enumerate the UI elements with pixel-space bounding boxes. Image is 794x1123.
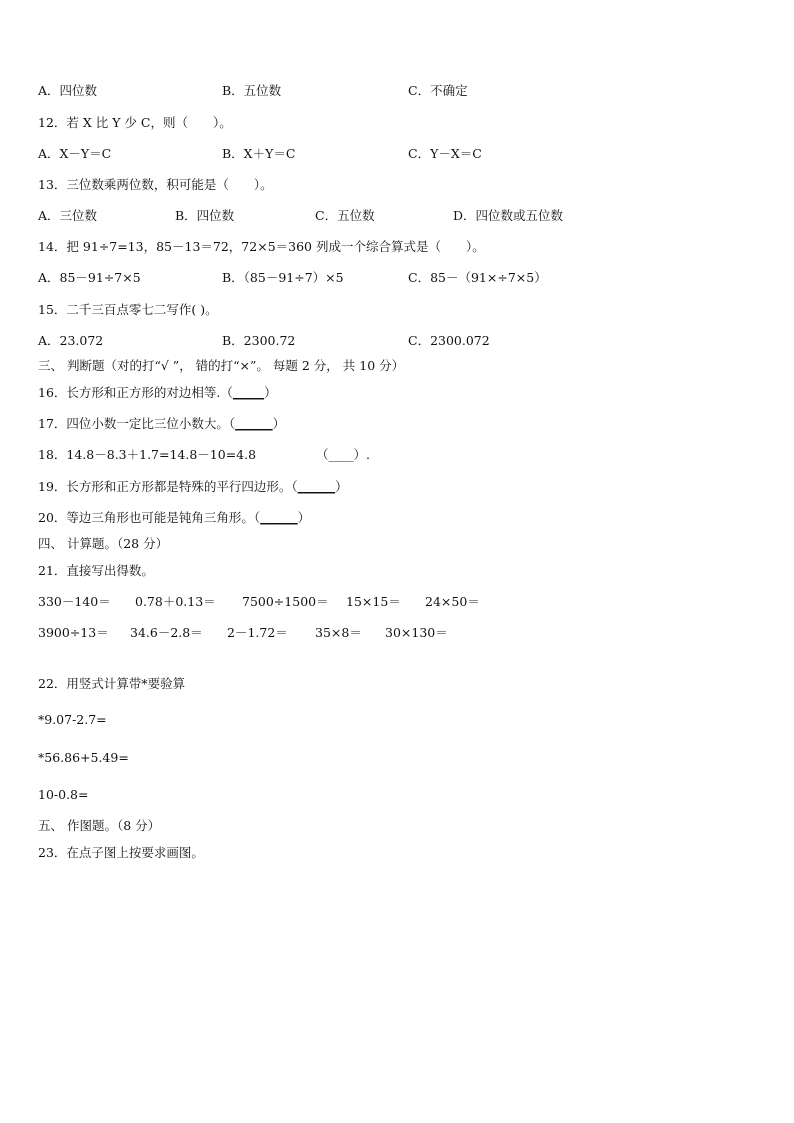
- q13-option-d[interactable]: D．四位数或五位数: [453, 208, 564, 223]
- q15-option-a[interactable]: A．23.072: [38, 333, 104, 348]
- q15-option-c[interactable]: C．2300.072: [408, 333, 490, 348]
- q21-item: 24×50＝: [425, 594, 480, 609]
- q13-option-b[interactable]: B．四位数: [175, 208, 235, 223]
- q19-end: ）: [335, 479, 348, 494]
- q20: [38, 510, 310, 526]
- q14-stem: 14．把 91÷7=13，85－13＝72，72×5＝360 列成一个综合算式是（ ）。: [38, 239, 485, 254]
- q18-stem: 18．14.8－8.3＋1.7=14.8－10=4.8: [38, 447, 257, 462]
- q13-option-c[interactable]: C．五位数: [315, 208, 375, 223]
- section-4-title: 四、 计算题。（28 分）: [38, 536, 169, 551]
- q18-answer-blank[interactable]: （____）.: [316, 447, 370, 462]
- q21-item: 15×15＝: [346, 594, 401, 609]
- section-3-title: 三、 判断题（对的打“√ ”， 错的打“×”。 每题 2 分， 共 10 分）: [38, 358, 405, 373]
- q17-answer-blank[interactable]: ______: [235, 416, 273, 431]
- q17: [38, 416, 285, 432]
- q21-item: 7500÷1500＝: [242, 594, 329, 609]
- q14-option-b[interactable]: B．（85－91÷7）×5: [222, 270, 344, 285]
- q21-stem: 21．直接写出得数。: [38, 563, 154, 578]
- q17-end: ）: [272, 416, 286, 431]
- q16-stem: 16．长方形和正方形的对边相等.（: [38, 385, 233, 400]
- q21-item: 0.78＋0.13＝: [135, 594, 216, 609]
- q22-item-1: *9.07-2.7=: [38, 712, 107, 727]
- q15-option-b[interactable]: B．2300.72: [222, 333, 296, 348]
- q14-option-a[interactable]: A．85－91÷7×5: [38, 270, 141, 285]
- q20-stem: 20．等边三角形也可能是钝角三角形。（: [38, 510, 261, 525]
- q11-option-a[interactable]: A．四位数: [38, 83, 98, 98]
- q16-answer-blank[interactable]: _____: [232, 385, 265, 400]
- q21-item: 34.6－2.8＝: [130, 625, 203, 640]
- q21-item: 3900÷13＝: [38, 625, 109, 640]
- q12-option-a[interactable]: A．X－Y＝C: [38, 146, 112, 161]
- section-5-title: 五、 作图题。（8 分）: [38, 818, 161, 833]
- q21-item: 2－1.72＝: [227, 625, 288, 640]
- q13-option-a[interactable]: A．三位数: [38, 208, 98, 223]
- q22-stem: 22．用竖式计算带*要验算: [38, 676, 186, 691]
- q15-stem: 15．二千三百点零七二写作( )。: [38, 302, 218, 317]
- q21-item: 30×130＝: [385, 625, 448, 640]
- q12-stem: 12．若 X 比 Y 少 C，则（ ）。: [38, 115, 232, 130]
- q21-item: 330－140＝: [38, 594, 111, 609]
- q12-option-c[interactable]: C．Y－X＝C: [408, 146, 482, 161]
- q12-option-b[interactable]: B．X＋Y＝C: [222, 146, 296, 161]
- q22-item-2: *56.86+5.49=: [38, 750, 129, 765]
- q19-stem: 19．长方形和正方形都是特殊的平行四边形。（: [38, 479, 298, 494]
- q19-answer-blank[interactable]: ______: [297, 479, 336, 494]
- q23-stem: 23．在点子图上按要求画图。: [38, 845, 204, 860]
- q11-option-c[interactable]: C．不确定: [408, 83, 468, 98]
- q16: [38, 385, 277, 401]
- q13-stem: 13．三位数乘两位数，积可能是（ ）。: [38, 177, 273, 192]
- q16-end: ）: [264, 385, 277, 400]
- q20-end: ）: [297, 510, 311, 525]
- q22-item-3: 10-0.8=: [38, 787, 89, 802]
- q21-item: 35×8＝: [315, 625, 362, 640]
- q17-stem: 17．四位小数一定比三位小数大。（: [38, 416, 236, 431]
- q14-option-c[interactable]: C．85－（91×÷7×5）: [408, 270, 547, 285]
- q19: [38, 479, 348, 495]
- q11-option-b[interactable]: B．五位数: [222, 83, 282, 98]
- q20-answer-blank[interactable]: ______: [260, 510, 298, 525]
